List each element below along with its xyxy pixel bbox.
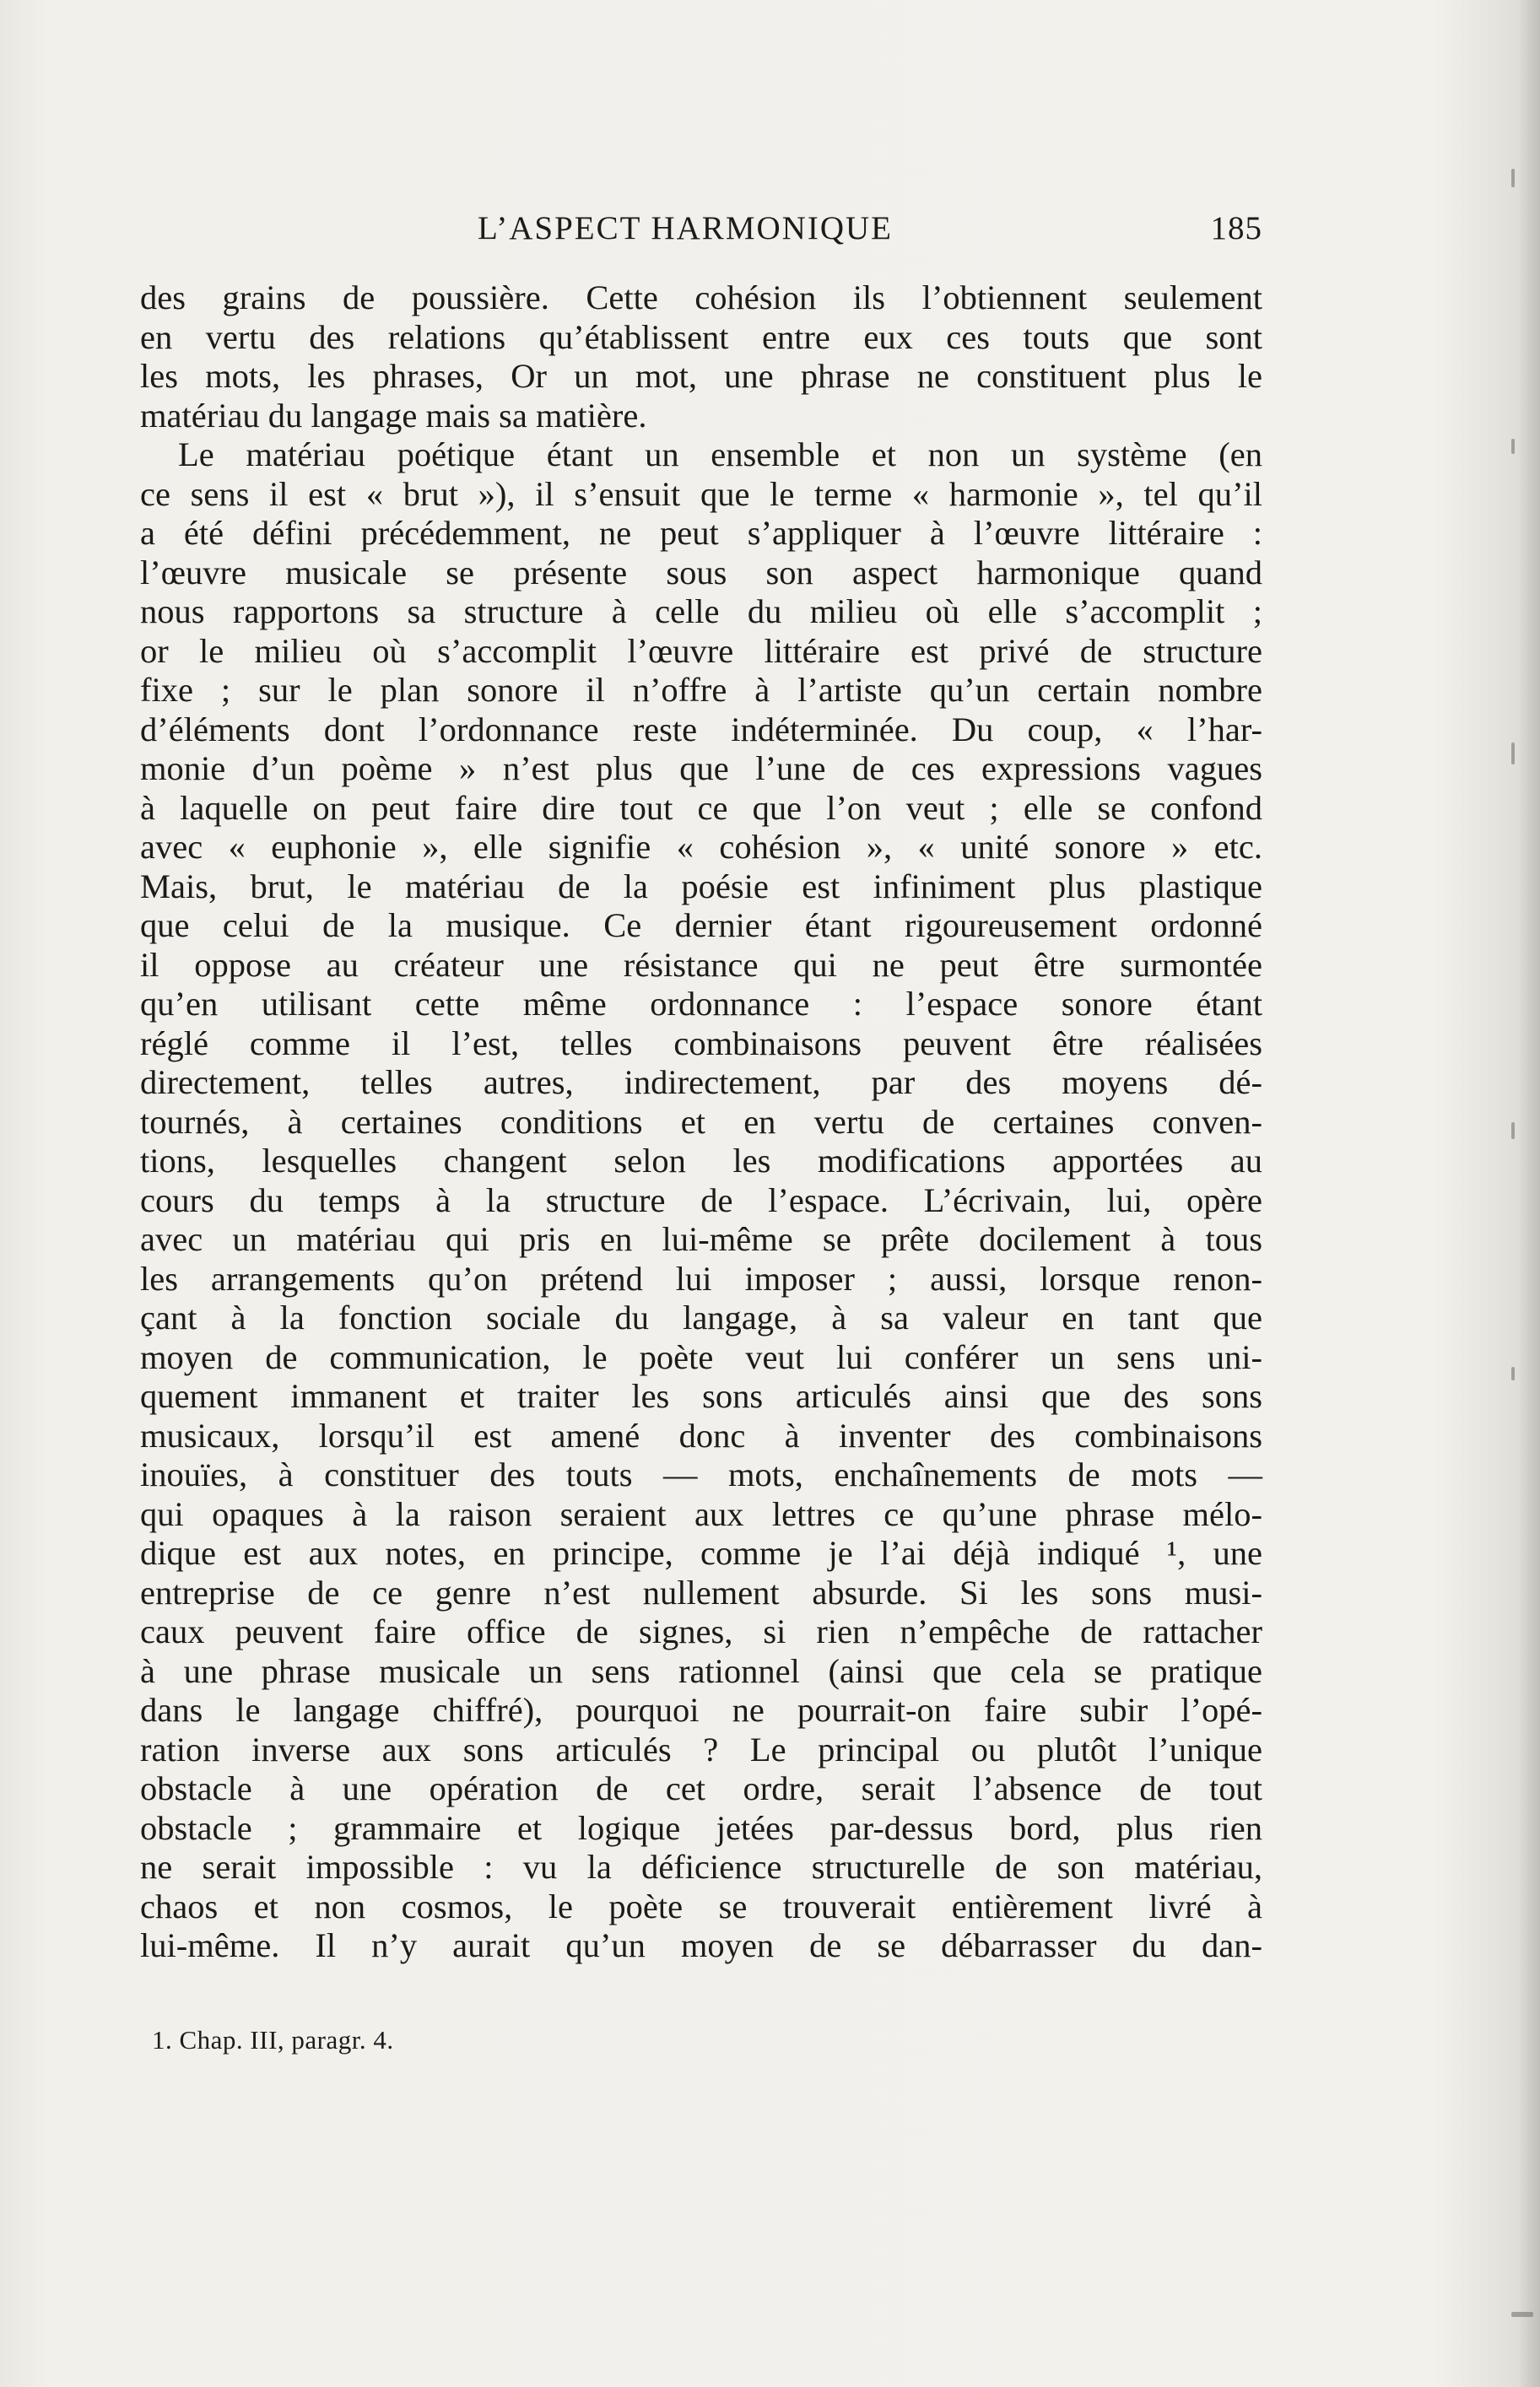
text-line: avec « euphonie », elle signifie « cohésion », « unité sonore » etc. <box>140 828 1262 866</box>
text-line: cours du temps à la structure de l’espace. L’écrivain, lui, opère <box>140 1180 1262 1219</box>
text-line: l’œuvre musicale se présente sous son aspect harmonique quand <box>140 553 1262 591</box>
text-line: quement immanent et traiter les sons articulés ainsi que des sons <box>140 1377 1262 1415</box>
text-line: ce sens il est « brut »), il s’ensuit que le terme « harmonie », tel qu’il <box>140 474 1262 513</box>
text-line: ne serait impossible : vu la déficience structurelle de son matériau, <box>140 1848 1262 1886</box>
margin-speck <box>1511 743 1515 764</box>
text-line: Le matériau poétique étant un ensemble et non un système (en <box>178 435 1262 473</box>
margin-speck <box>1511 1367 1515 1380</box>
text-line: que celui de la musique. Ce dernier étant rigoureusement ordonné <box>140 906 1262 944</box>
text-line: tions, lesquelles changent selon les modifications apportées au <box>140 1142 1262 1180</box>
text-line: fixe ; sur le plan sonore il n’offre à l’artiste qu’un certain nombre <box>140 671 1262 709</box>
text-line: dans le langage chiffré), pourquoi ne pourrait-on faire subir l’opé- <box>140 1691 1262 1729</box>
text-line: avec un matériau qui pris en lui-même se prête docilement à tous <box>140 1220 1262 1258</box>
text-line: les mots, les phrases, Or un mot, une phrase ne constituent plus le <box>140 357 1262 395</box>
text-line: les arrangements qu’on prétend lui imposer ; aussi, lorsque renon- <box>140 1259 1262 1298</box>
text-line: a été défini précédemment, ne peut s’appliquer à l’œuvre littéraire : <box>140 514 1262 552</box>
text-line: moyen de communication, le poète veut lui conférer un sens uni- <box>140 1337 1262 1376</box>
text-line: des grains de poussière. Cette cohésion ils l’obtiennent seulement <box>140 278 1262 316</box>
margin-speck <box>1511 2312 1533 2317</box>
text-line: qui opaques à la raison seraient aux lettres ce qu’une phrase mélo- <box>140 1494 1262 1533</box>
text-line: nous rapportons sa structure à celle du milieu où elle s’accomplit ; <box>140 592 1262 630</box>
text-line: musicaux, lorsqu’il est amené donc à inventer des combinaisons <box>140 1416 1262 1455</box>
margin-speck <box>1511 169 1515 187</box>
text-line: or le milieu où s’accomplit l’œuvre littéraire est privé de structure <box>140 631 1262 670</box>
text-line: caux peuvent faire office de signes, si rien n’empêche de rattacher <box>140 1612 1262 1650</box>
text-line: obstacle ; grammaire et logique jetées par-dessus bord, plus rien <box>140 1808 1262 1847</box>
text-line: il oppose au créateur une résistance qui ne peut être surmontée <box>140 945 1262 984</box>
text-line: réglé comme il l’est, telles combinaisons peuvent être réalisées <box>140 1023 1262 1062</box>
page-edge-shadow <box>1518 0 1540 2387</box>
page-number: 185 <box>1210 210 1262 246</box>
running-header <box>140 209 1262 251</box>
text-line: dique est aux notes, en principe, comme je l’ai déjà indiqué ¹, une <box>140 1534 1262 1572</box>
text-line: directement, telles autres, indirectement, par des moyens dé- <box>140 1063 1262 1101</box>
margin-speck <box>1511 1122 1515 1139</box>
margin-speck <box>1511 439 1515 454</box>
text-line: çant à la fonction sociale du langage, à sa valeur en tant que <box>140 1299 1262 1337</box>
text-line: à laquelle on peut faire dire tout ce que l’on veut ; elle se confond <box>140 788 1262 827</box>
text-line: ration inverse aux sons articulés ? Le principal ou plutôt l’unique <box>140 1730 1262 1769</box>
text-line: en vertu des relations qu’établissent entre eux ces touts que sont <box>140 317 1262 356</box>
text-line: lui-même. Il n’y aurait qu’un moyen de se débarrasser du dan- <box>140 1926 1262 1964</box>
text-line: d’éléments dont l’ordonnance reste indéterminée. Du coup, « l’har- <box>140 710 1262 748</box>
text-line: Mais, brut, le matériau de la poésie est infiniment plus plastique <box>140 867 1262 905</box>
body-text <box>140 278 1262 1966</box>
footnote: 1. Chap. III, paragr. 4. <box>152 2025 394 2055</box>
text-line: qu’en utilisant cette même ordonnance : l’espace sonore étant <box>140 985 1262 1023</box>
text-line: monie d’un poème » n’est plus que l’une de ces expressions vagues <box>140 749 1262 787</box>
text-line: obstacle à une opération de cet ordre, serait l’absence de tout <box>140 1769 1262 1807</box>
text-line: chaos et non cosmos, le poète se trouverait entièrement livré à <box>140 1887 1262 1925</box>
text-line: inouïes, à constituer des touts — mots, enchaînements de mots — <box>140 1455 1262 1493</box>
text-line: tournés, à certaines conditions et en vertu de certaines conven- <box>140 1102 1262 1141</box>
text-line: entreprise de ce genre n’est nullement absurde. Si les sons musi- <box>140 1573 1262 1612</box>
text-line: à une phrase musicale un sens rationnel (ainsi que cela se pratique <box>140 1651 1262 1690</box>
running-title: L’ASPECT HARMONIQUE <box>478 210 893 246</box>
text-line: matériau du langage mais sa matière. <box>140 396 647 435</box>
